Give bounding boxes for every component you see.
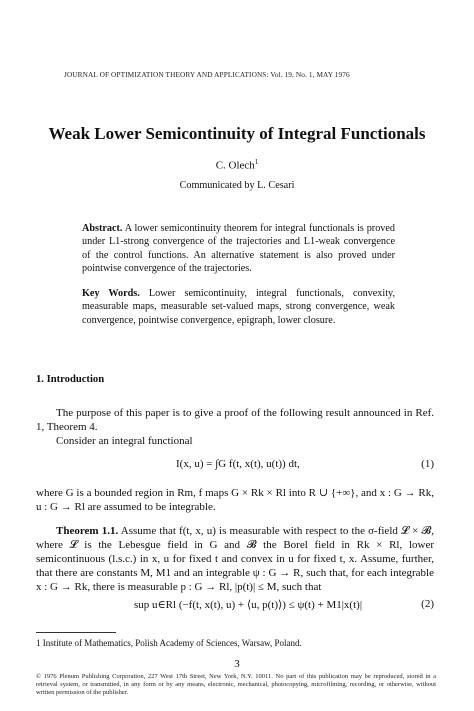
equation-2-number: (2) (421, 598, 434, 610)
equation-1 (36, 458, 434, 474)
theorem-text: Assume that f(t, x, u) is measurable with respect to the σ-field 𝓛 × 𝓑, where 𝓛 is the Lebesgue field in G and 𝓑 the Borel field in Rk × Rl, lower semicontinuous (l.s.c.) in x, u for fixed t and convex in u for fixed t, x. Assume, further, that there are constants M, M1 and an integrable ψ : G → R, such that, for each integrable x : G → Rk, there is measurable p : G → Rl, |p(t)| ≤ M, such that (36, 525, 434, 593)
page-number: 3 (234, 658, 240, 670)
intro-paragraph: The purpose of this paper is to give a proof of the following result announced in Ref. 1, Theorem 4. (36, 407, 434, 433)
theorem-label: Theorem 1.1. (56, 525, 119, 537)
theorem-block (36, 524, 434, 594)
copyright-notice: © 1976 Plenum Publishing Corporation, 227 West 17th Street, New York, N.Y. 10011. No part of this publication may be reproduced, stored in a retrieval system, or transmitted, in any form or by any means, electronic, mechanical, photocopying, microfilming, recording, or otherwise, without written permission of the publisher. (36, 673, 436, 697)
footnote: 1 Institute of Mathematics, Polish Academy of Sciences, Warsaw, Poland. (36, 638, 302, 648)
section-heading: 1. Introduction (36, 374, 105, 385)
journal-header: JOURNAL OF OPTIMIZATION THEORY AND APPLICATIONS: Vol. 19, No. 1, MAY 1976 (64, 70, 350, 79)
communicated-by: Communicated by L. Cesari (179, 180, 295, 191)
footnote-rule (36, 632, 116, 633)
equation-1-text: I(x, u) = ∫G f(t, x(t), u(t)) dt, (176, 458, 300, 470)
equation-1-number: (1) (421, 458, 434, 470)
equation-2-text: sup u∈Rl (−f(t, x(t), u) + ⟨u, p(t)⟩) ≤ ψ(t) + M1|x(t)| (134, 599, 363, 611)
author-footnote-mark: 1 (254, 158, 259, 166)
author-name: C. Olech (215, 159, 255, 172)
abstract-label: Abstract. (82, 223, 123, 234)
abstract-text: A lower semicontinuity theorem for integral functionals is proved under L1-strong convergence of the trajectories and L1-weak convergence of the control functions. An alternative statement is also proved under pointwise convergence of the trajectories. (82, 223, 396, 275)
keywords-label: Key Words. (82, 288, 140, 299)
keywords-text: Lower semicontinuity, integral functionals, convexity, measurable maps, measurable set-valued maps, strong convergence, weak convergence, pointwise convergence, epigraph, lower closure. (82, 288, 396, 326)
article-title: Weak Lower Semicontinuity of Integral Functionals (48, 124, 426, 143)
abstract-block (82, 222, 395, 276)
equation-2 (36, 598, 434, 614)
author-line (0, 158, 474, 172)
keywords-block (82, 287, 395, 327)
consider-paragraph: Consider an integral functional (56, 435, 193, 447)
definitions-paragraph: where G is a bounded region in Rm, f maps G × Rk × Rl into R ∪ {+∞}, and x : G → Rk, u : G → Rl are assumed to be integrable. (36, 487, 434, 513)
